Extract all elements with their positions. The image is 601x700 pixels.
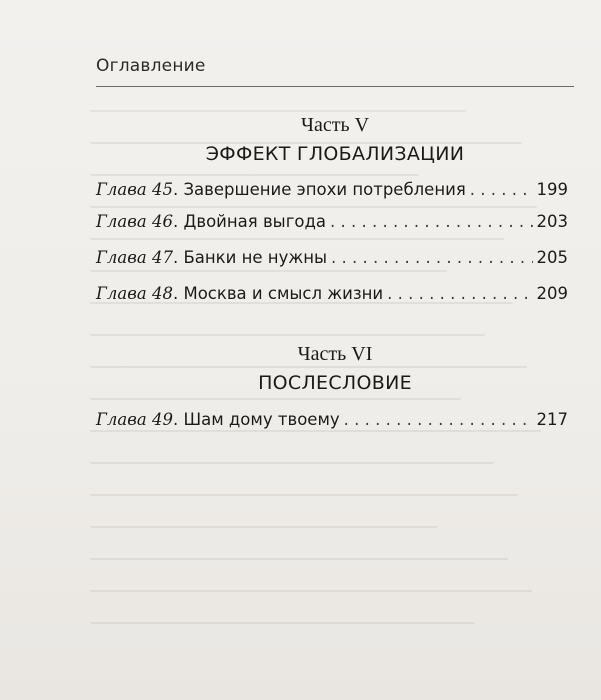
leader-dots bbox=[470, 180, 533, 199]
chapter-title: Двойная выгода bbox=[183, 212, 326, 231]
chapter-title: Завершение эпохи потребления bbox=[183, 180, 466, 199]
page-number: 199 bbox=[536, 180, 568, 199]
chapter-title: Банки не нужны bbox=[183, 248, 328, 267]
page-number: 203 bbox=[536, 212, 568, 231]
toc-entry-chapter-48: Глава 48 . Москва и смысл жизни . . . 209 bbox=[96, 284, 568, 303]
chapter-label: Глава 47 bbox=[96, 248, 173, 267]
chapter-label: Глава 45 bbox=[96, 180, 173, 199]
part-6-title: Часть VI bbox=[297, 343, 373, 365]
toc-entry-chapter-49: Глава 49 . Шам дому твоему . . . 217 bbox=[96, 410, 568, 429]
page-number: 205 bbox=[536, 248, 568, 267]
part-5-title: Часть V bbox=[300, 114, 370, 136]
toc-entry-chapter-47: Глава 47 . Банки не нужны . . . 205 bbox=[96, 248, 568, 267]
page-number: 217 bbox=[536, 410, 568, 429]
leader-dots bbox=[387, 284, 532, 303]
chapter-label: Глава 49 bbox=[96, 410, 173, 429]
toc-entry-chapter-46: Глава 46 . Двойная выгода . . . 203 bbox=[96, 212, 568, 231]
toc-entry-chapter-45: Глава 45 . Завершение эпохи потребления . . . 199 bbox=[96, 180, 568, 199]
page-number: 209 bbox=[536, 284, 568, 303]
leader-dots bbox=[331, 248, 532, 267]
leader-dots bbox=[344, 410, 533, 429]
chapter-label: Глава 46 bbox=[96, 212, 173, 231]
chapter-title: Шам дому твоему bbox=[183, 410, 340, 429]
chapter-title: Москва и смысл жизни bbox=[183, 284, 384, 303]
header-rule bbox=[96, 86, 574, 87]
chapter-label: Глава 48 bbox=[96, 284, 173, 303]
part-6-name: ПОСЛЕСЛОВИЕ bbox=[258, 372, 412, 394]
leader-dots bbox=[330, 212, 533, 231]
running-head: Оглавление bbox=[96, 56, 206, 76]
part-5-name: ЭФФЕКТ ГЛОБАЛИЗАЦИИ bbox=[205, 143, 465, 165]
